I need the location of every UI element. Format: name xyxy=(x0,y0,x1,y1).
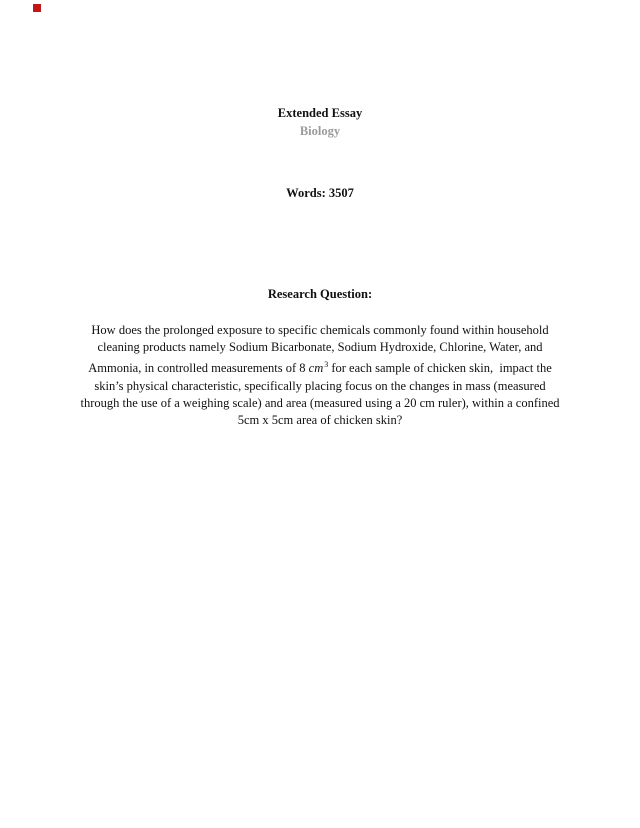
line3-prefix: Ammonia, in controlled measurements of 8 xyxy=(88,361,309,375)
paragraph-line-2: cleaning products namely Sodium Bicarbonate, Sodium Hydroxide, Chlorine, Water, and xyxy=(97,340,543,354)
exponent-superscript: 3 xyxy=(324,359,329,369)
corner-marker xyxy=(33,4,41,12)
research-question-heading: Research Question: xyxy=(267,287,373,301)
research-question-paragraph xyxy=(60,322,580,429)
line3-suffix: for each sample of chicken skin, impact the xyxy=(328,361,552,375)
paragraph-line-1: How does the prolonged exposure to specific chemicals commonly found within household xyxy=(91,323,549,337)
word-count: Words: 3507 xyxy=(286,186,354,200)
paragraph-line-3 xyxy=(60,360,580,378)
paragraph-line-5: through the use of a weighing scale) and area (measured using a 20 cm ruler), within a confined xyxy=(80,396,560,410)
cm-unit-italic: cm xyxy=(308,361,324,375)
essay-title: Extended Essay xyxy=(277,106,363,120)
essay-subject: Biology xyxy=(299,124,341,138)
title-block xyxy=(0,104,640,140)
paragraph-line-4: skin’s physical characteristic, specifically placing focus on the changes in mass (measured xyxy=(94,379,546,393)
paragraph-line-6: 5cm x 5cm area of chicken skin? xyxy=(237,413,403,427)
